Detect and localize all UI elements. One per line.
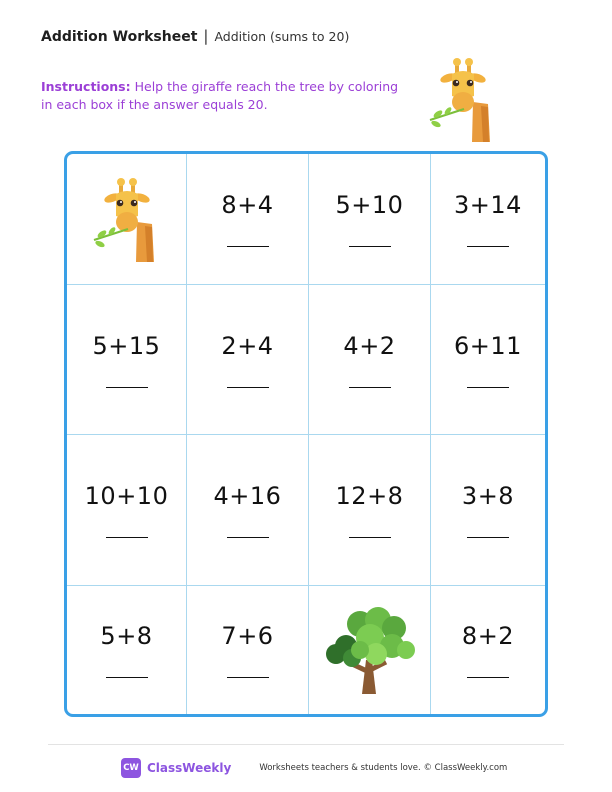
problem-text: 5+10: [335, 191, 404, 219]
problem-box[interactable]: [431, 586, 545, 714]
instructions-label: Instructions:: [41, 79, 131, 94]
footer: [121, 758, 507, 778]
problem-text: 6+11: [454, 331, 522, 360]
problem-box[interactable]: [187, 285, 309, 435]
answer-blank[interactable]: [467, 246, 509, 247]
problem-box[interactable]: [187, 586, 309, 714]
problem-text: 5+15: [92, 331, 161, 360]
problem-box[interactable]: [67, 586, 187, 714]
problem-box[interactable]: [67, 285, 187, 435]
answer-blank[interactable]: [349, 537, 391, 538]
giraffe-box: [67, 154, 187, 285]
problem-box[interactable]: [431, 435, 545, 586]
title-divider: |: [203, 27, 209, 45]
worksheet-subtitle: Addition (sums to 20): [214, 29, 350, 44]
answer-blank[interactable]: [106, 387, 148, 388]
problem-text: 3+8: [461, 482, 515, 510]
answer-blank[interactable]: [467, 387, 509, 388]
answer-blank[interactable]: [467, 537, 509, 538]
problem-text: 5+8: [100, 622, 153, 650]
answer-blank[interactable]: [349, 246, 391, 247]
problem-box[interactable]: [187, 154, 309, 285]
worksheet-title: Addition Worksheet: [41, 29, 198, 45]
problem-box[interactable]: [309, 435, 431, 586]
answer-blank[interactable]: [227, 387, 269, 388]
footer-divider: [48, 744, 564, 745]
answer-blank[interactable]: [106, 537, 148, 538]
tree-icon: [322, 602, 418, 698]
problem-box[interactable]: [309, 154, 431, 285]
problem-box[interactable]: [309, 285, 431, 435]
problem-text: 7+6: [221, 622, 274, 650]
answer-blank[interactable]: [106, 677, 148, 678]
classweekly-logo: CW: [121, 758, 141, 778]
problem-text: 8+4: [221, 191, 274, 219]
giraffe-icon: [91, 176, 163, 262]
brand-name: ClassWeekly: [147, 761, 232, 775]
tree-box: [309, 586, 431, 714]
answer-blank[interactable]: [467, 677, 509, 678]
problem-box[interactable]: [67, 435, 187, 586]
problem-text: 8+2: [461, 622, 515, 650]
worksheet-header: [41, 27, 349, 45]
problem-text: 3+14: [454, 191, 522, 219]
worksheet-grid: [64, 151, 548, 717]
giraffe-icon: [428, 56, 498, 142]
instructions-text: Help the giraffe reach the tree by coloring in each box if the answer equals 20.: [41, 79, 399, 112]
problem-box[interactable]: [431, 154, 545, 285]
problem-box[interactable]: [431, 285, 545, 435]
problem-box[interactable]: [187, 435, 309, 586]
answer-blank[interactable]: [227, 246, 269, 247]
problem-text: 10+10: [84, 482, 169, 510]
instructions: [41, 78, 411, 114]
answer-blank[interactable]: [227, 677, 269, 678]
problem-text: 2+4: [221, 331, 274, 360]
answer-blank[interactable]: [349, 387, 391, 388]
problem-text: 4+16: [213, 482, 282, 510]
answer-blank[interactable]: [227, 537, 269, 538]
footer-tagline: Worksheets teachers & students love. © ClassWeekly.com: [259, 763, 508, 773]
problem-text: 12+8: [335, 482, 404, 510]
problem-text: 4+2: [343, 331, 396, 360]
